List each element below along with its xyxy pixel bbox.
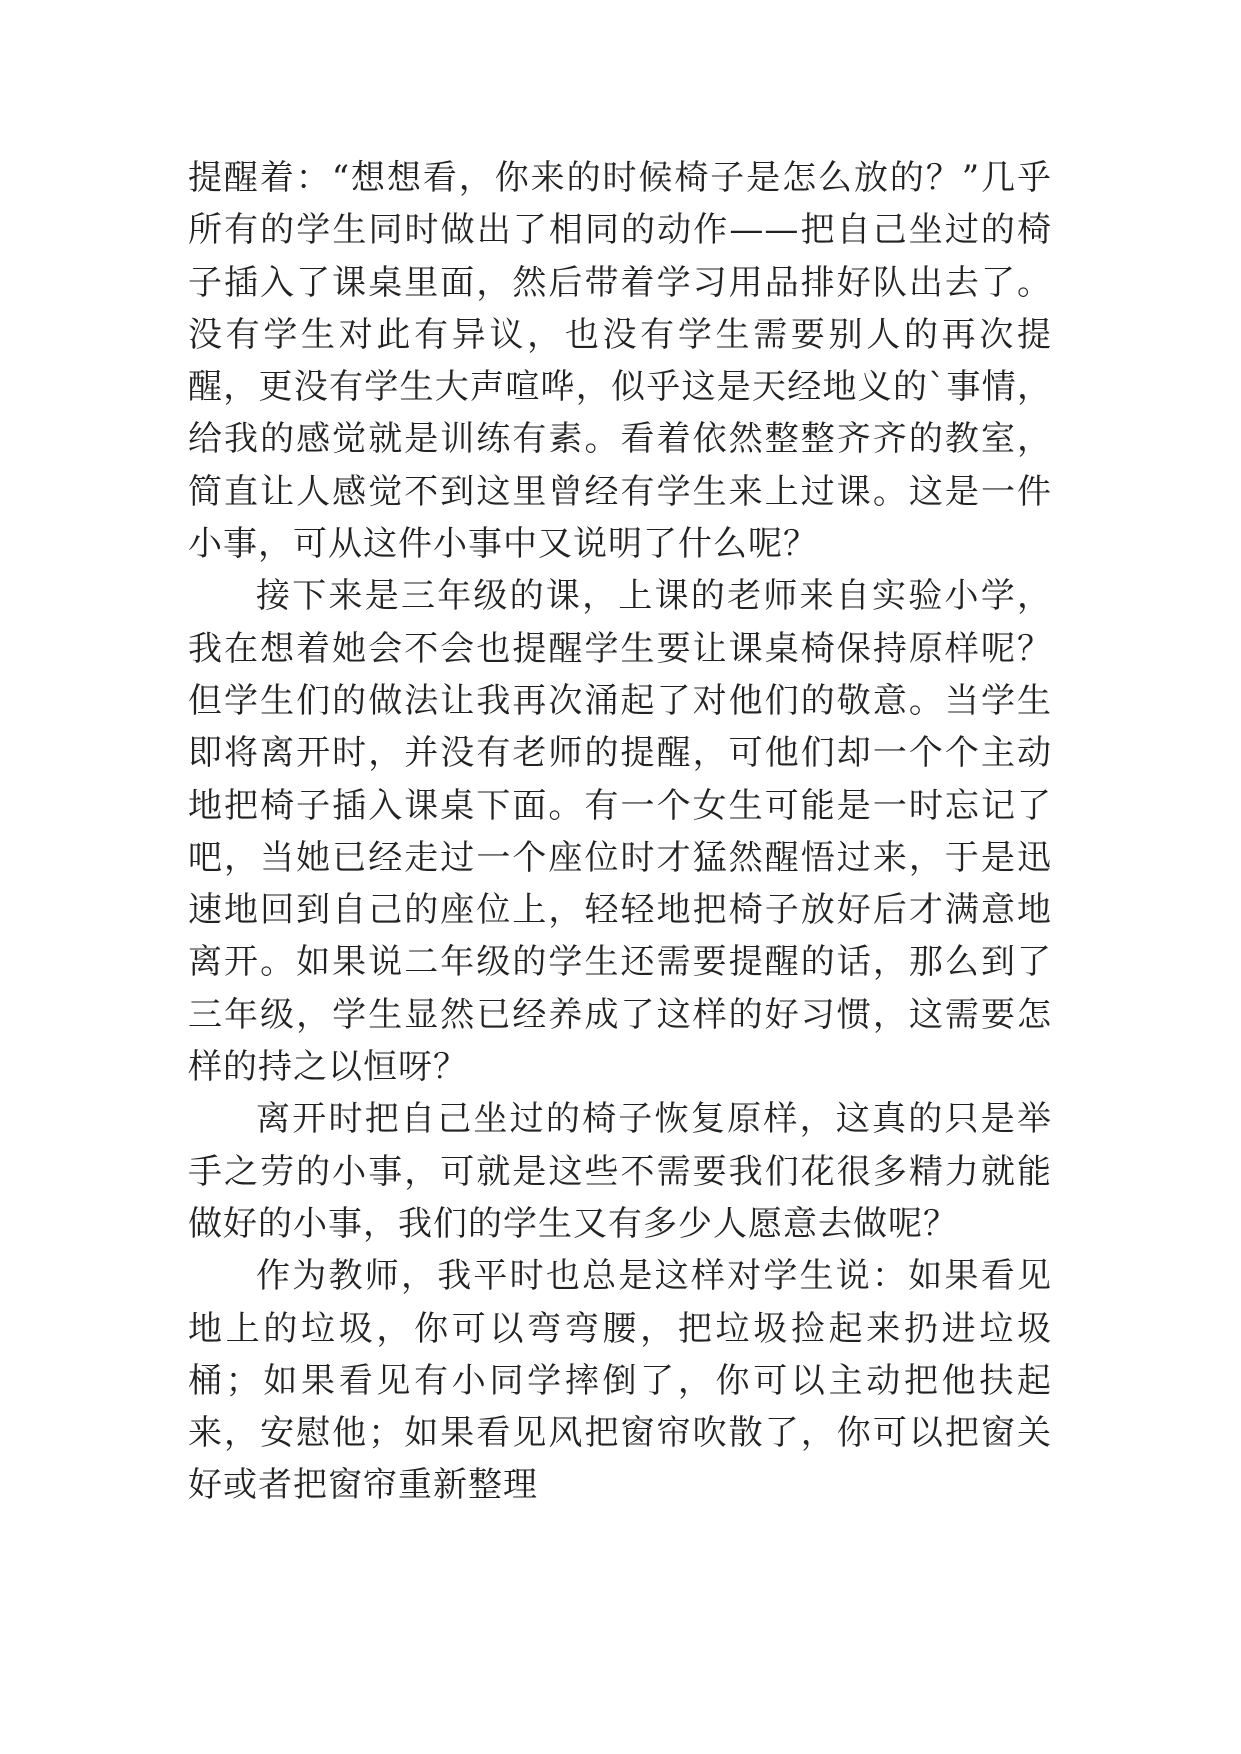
paragraph-2: 接下来是三年级的课，上课的老师来自实验小学，我在想着她会不会也提醒学生要让课桌椅保持原样呢？但学生们的做法让我再次涌起了对他们的敬意。当学生即将离开时，并没有老师的提醒，可他们却一个个主动地把椅子插入课桌下面。有一个女生可能是一时忘记了吧，当她已经走过一个座位时才猛然醒悟过来，于是迅速地回到自己的座位上，轻轻地把椅子放好后才满意地离开。如果说二年级的学生还需要提醒的话，那么到了三年级，学生显然已经养成了这样的好习惯，这需要怎样的持之以恒呀？ xyxy=(188,576,1052,1088)
paragraph-3: 离开时把自己坐过的椅子恢复原样，这真的只是举手之劳的小事，可就是这些不需要我们花很多精力就能做好的小事，我们的学生又有多少人愿意去做呢？ xyxy=(188,1099,1052,1244)
paragraph-4: 作为教师，我平时也总是这样对学生说：如果看见地上的垃圾，你可以弯弯腰，把垃圾捡起来扔进垃圾桶；如果看见有小同学摔倒了，你可以主动把他扶起来，安慰他；如果看见风把窗帘吹散了，你可以把窗关好或者把窗帘重新整理 xyxy=(188,1256,1052,1506)
document-body xyxy=(188,152,1052,1512)
paragraph-1: 提醒着：“想想看，你来的时候椅子是怎么放的？”几乎所有的学生同时做出了相同的动作——把自己坐过的椅子插入了课桌里面，然后带着学习用品排好队出去了。没有学生对此有异议，也没有学生需要别人的再次提醒，更没有学生大声喧哗，似乎这是天经地义的`事情，给我的感觉就是训练有素。看着依然整整齐齐的教室，简直让人感觉不到这里曾经有学生来上过课。这是一件小事，可从这件小事中又说明了什么呢？ xyxy=(188,158,1052,565)
